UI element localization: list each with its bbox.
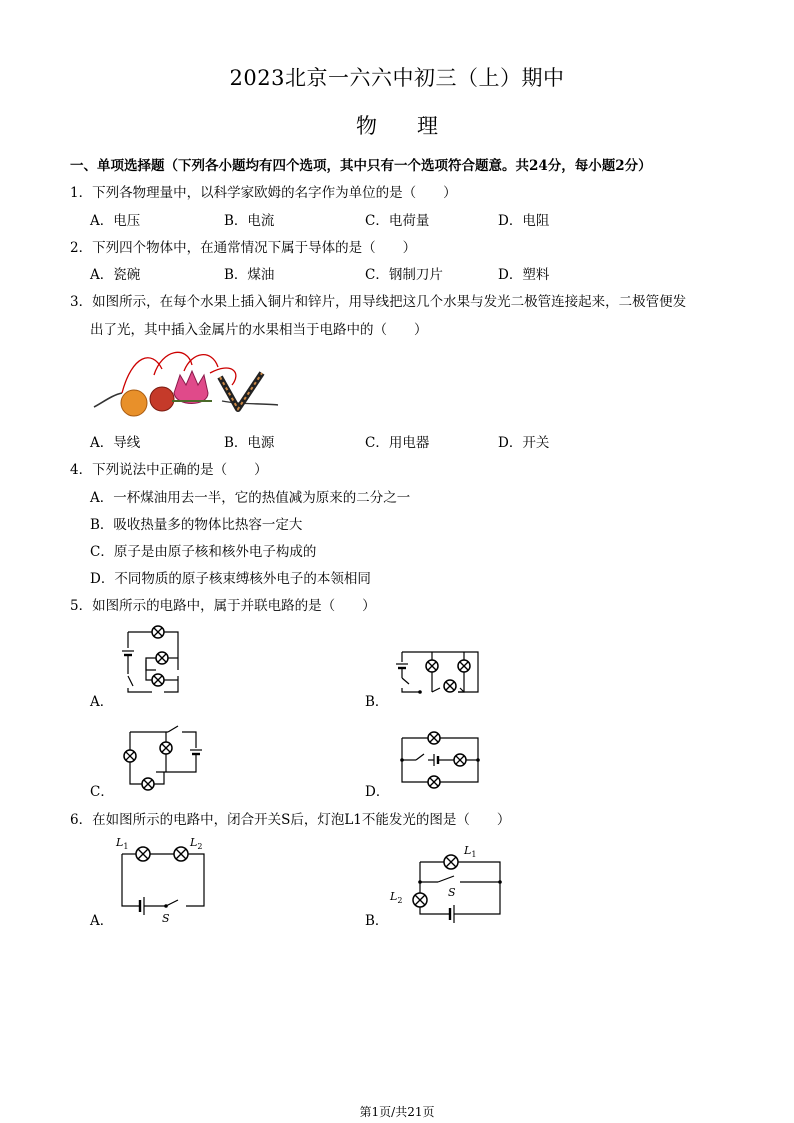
lamp-icon (152, 674, 164, 686)
question-3-option-d: D．开关 (498, 435, 550, 451)
circuit-6b (388, 840, 508, 922)
lamp-icon (428, 776, 440, 788)
question-4-option-d: D．不同物质的原子核束缚核外电子的本领相同 (90, 571, 371, 587)
question-5-option-c: C． (90, 784, 114, 800)
question-4-option-b: B．吸收热量多的物体比热容一定大 (90, 517, 303, 533)
question-4-stem: 4．下列说法中正确的是（ ） (70, 462, 268, 478)
lamp-icon (426, 660, 438, 672)
section-heading: 一、单项选择题（下列各小题均有四个选项，其中只有一个选项符合题意。共24分，每小题2分） (70, 158, 652, 174)
question-2-option-d: D．塑料 (498, 267, 550, 283)
question-6-option-a: A． (90, 913, 114, 929)
question-2-option-b: B．煤油 (224, 267, 275, 283)
lamp-icon (413, 893, 427, 907)
svg-text:L2: $L_2$ (390, 890, 403, 905)
svg-text:S: S (162, 912, 170, 925)
question-6-stem: 6．在如图所示的电路中，闭合开关S后，灯泡L1不能发光的图是（ ） (70, 812, 511, 828)
question-2-stem: 2．下列四个物体中，在通常情况下属于导体的是（ ） (70, 240, 417, 256)
subject-title: 物 理 (355, 114, 439, 138)
circuit-5a (114, 620, 184, 695)
svg-text:L1: $L_1$ (116, 836, 129, 851)
question-3-stem-line2: 出了光，其中插入金属片的水果相当于电路中的（ ） (90, 322, 428, 338)
question-5-stem: 5．如图所示的电路中，属于并联电路的是（ ） (70, 598, 376, 614)
circuit-5b (390, 648, 485, 698)
question-3-stem-line1: 3．如图所示，在每个水果上插入铜片和锌片，用导线把这几个水果与发光二极管连接起来，二极管便发 (70, 294, 687, 310)
page-number: 第1页/共21页 (359, 1105, 435, 1119)
lamp-icon (458, 660, 470, 672)
question-4-option-a: A．一杯煤油用去一半，它的热值减为原来的二分之一 (90, 490, 411, 506)
question-1-option-b: B．电流 (224, 213, 275, 229)
question-5-option-b: B． (365, 694, 389, 710)
lamp-icon (142, 778, 154, 790)
svg-text:S: S (448, 886, 456, 899)
circuit-5c (118, 722, 210, 794)
lamp-icon (454, 754, 466, 766)
lamp-icon (124, 750, 136, 762)
svg-text:L2: $L_2$ (190, 836, 203, 851)
question-3-option-a: A．导线 (90, 435, 141, 451)
question-5-option-a: A． (90, 694, 114, 710)
fruit-battery-image (92, 345, 282, 415)
lamp-icon (152, 626, 164, 638)
question-4-option-c: C．原子是由原子核和核外电子构成的 (90, 544, 317, 560)
lamp-icon (156, 652, 168, 664)
circuit-6a (114, 834, 214, 924)
question-1-option-a: A．电压 (90, 213, 141, 229)
lamp-icon (428, 732, 440, 744)
svg-text:L1: $L_1$ (464, 844, 477, 859)
circuit-5d (398, 724, 484, 790)
question-6-option-b: B． (365, 913, 389, 929)
lamp-icon (174, 847, 188, 861)
question-3-option-b: B．电源 (224, 435, 275, 451)
question-3-option-c: C．用电器 (365, 435, 430, 451)
question-1-option-c: C．电荷量 (365, 213, 430, 229)
lamp-icon (444, 855, 458, 869)
question-1-option-d: D．电阻 (498, 213, 550, 229)
question-5-option-d: D． (365, 784, 390, 800)
lamp-icon (444, 680, 456, 692)
exam-title: 2023北京一六六中初三（上）期中 (229, 66, 565, 90)
question-2-option-c: C．钢制刀片 (365, 267, 443, 283)
lamp-icon (136, 847, 150, 861)
lamp-icon (160, 742, 172, 754)
question-1-stem: 1．下列各物理量中，以科学家欧姆的名字作为单位的是（ ） (70, 185, 457, 201)
question-2-option-a: A．瓷碗 (90, 267, 141, 283)
